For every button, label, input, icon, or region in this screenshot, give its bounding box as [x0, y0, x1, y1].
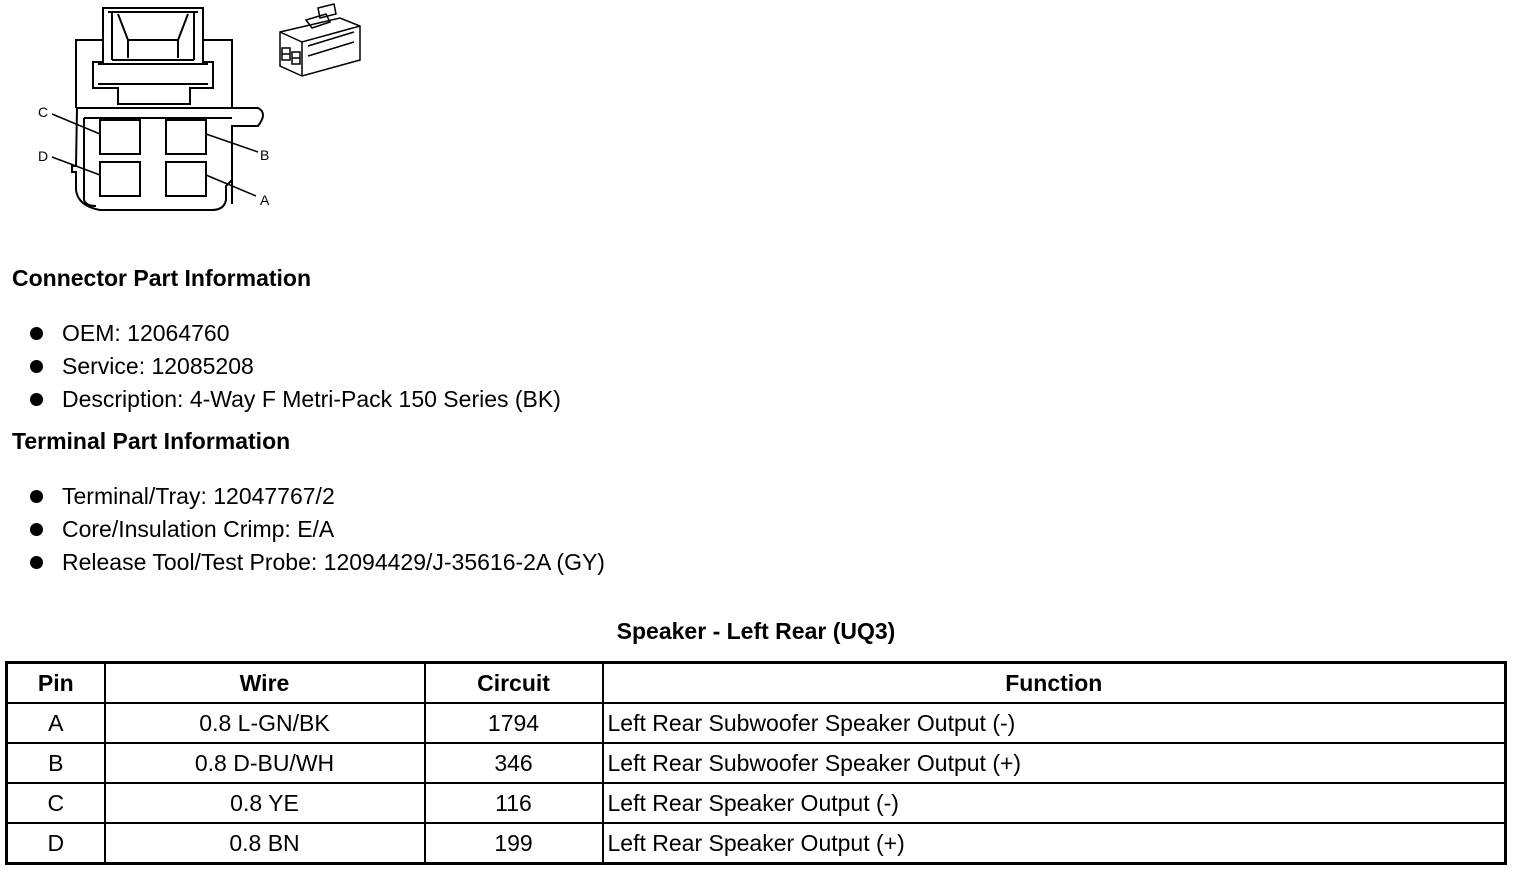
terminal-info-list [0, 480, 605, 579]
bullet-icon [30, 490, 43, 503]
list-item: Terminal/Tray: 12047767/2 [0, 480, 605, 513]
pin-label-b: B [260, 147, 270, 163]
wire-cell: 0.8 YE [105, 783, 425, 823]
connector-isometric-view [280, 4, 360, 76]
wire-cell: 0.8 L-GN/BK [105, 703, 425, 743]
circuit-cell: 199 [425, 823, 603, 864]
pinout-table [5, 661, 1507, 865]
wire-cell: 0.8 D-BU/WH [105, 743, 425, 783]
column-header-function: Function [603, 663, 1506, 704]
list-item: Release Tool/Test Probe: 12094429/J-35616-2A (GY) [0, 546, 605, 579]
cavity-a [166, 162, 206, 196]
table-row [7, 743, 1506, 783]
bullet-icon [30, 523, 43, 536]
bullet-icon [30, 556, 43, 569]
pin-label-c: C [38, 104, 49, 120]
pin-label-d: D [38, 148, 49, 164]
function-cell: Left Rear Speaker Output (-) [603, 783, 1506, 823]
pin-cell: A [7, 703, 105, 743]
table-header-row [7, 663, 1506, 704]
table-title: Speaker - Left Rear (UQ3) [616, 618, 896, 644]
circuit-cell: 346 [425, 743, 603, 783]
bullet-icon [30, 327, 43, 340]
function-cell: Left Rear Subwoofer Speaker Output (-) [603, 703, 1506, 743]
list-item: Service: 12085208 [0, 350, 561, 383]
bullet-icon [30, 393, 43, 406]
circuit-cell: 116 [425, 783, 603, 823]
list-item: Description: 4-Way F Metri-Pack 150 Series (BK) [0, 383, 561, 416]
connector-face-diagram [0, 0, 380, 225]
pin-cell: C [7, 783, 105, 823]
column-header-pin: Pin [7, 663, 105, 704]
cavity-b [166, 120, 206, 154]
list-item: Core/Insulation Crimp: E/A [0, 513, 605, 546]
function-cell: Left Rear Speaker Output (+) [603, 823, 1506, 864]
function-cell: Left Rear Subwoofer Speaker Output (+) [603, 743, 1506, 783]
bullet-icon [30, 360, 43, 373]
pin-cell: D [7, 823, 105, 864]
pin-cell: B [7, 743, 105, 783]
table-row [7, 703, 1506, 743]
table-row [7, 823, 1506, 864]
column-header-wire: Wire [105, 663, 425, 704]
table-row [7, 783, 1506, 823]
cavity-c [100, 120, 140, 154]
connector-info-list [0, 317, 561, 416]
connector-info-heading: Connector Part Information [12, 265, 312, 291]
cavity-d [100, 162, 140, 196]
list-item: OEM: 12064760 [0, 317, 561, 350]
connector-shell-upper [76, 40, 232, 108]
pin-label-a: A [260, 192, 270, 208]
wire-cell: 0.8 BN [105, 823, 425, 864]
circuit-cell: 1794 [425, 703, 603, 743]
terminal-info-heading: Terminal Part Information [12, 428, 291, 454]
column-header-circuit: Circuit [425, 663, 603, 704]
